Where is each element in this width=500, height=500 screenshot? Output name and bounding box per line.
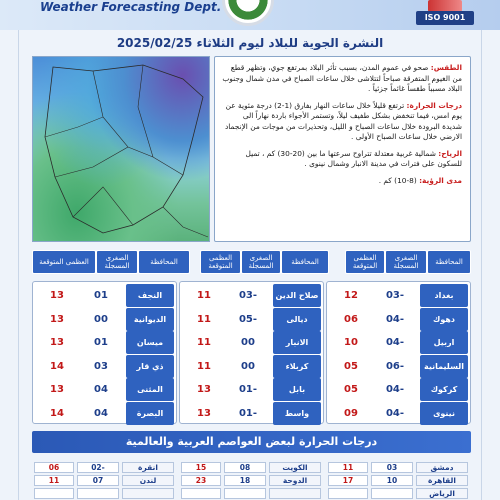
governorate-name-cell: كركوك [420,378,468,401]
max-temp-cell: 13 [197,407,211,419]
header-governorate-right: المحافظة [427,250,471,274]
capital-min-cell: 03 [371,462,413,473]
max-temp-cell: 10 [344,337,358,348]
visibility-paragraph [221,176,462,187]
min-temp-cell: 00 [94,313,108,325]
min-temp-cell: 01 [94,290,108,301]
min-temp-cell: 04- [385,313,405,325]
governorate-name-cell: النجف [126,284,174,307]
governorate-name-cell: المثنى [126,378,174,401]
max-temp-cell: 06 [344,313,358,325]
header-max-right: العظمى المتوقعة [345,250,385,274]
visibility-text: (8-10) كم . [378,175,417,185]
emblem-logo [222,0,274,26]
capital-name-cell [269,488,321,499]
capital-name-cell: الدوحة [269,475,321,486]
min-temp-cell: 03- [238,290,258,301]
visibility-label: مدى الرؤية: [419,175,462,185]
capital-min-cell: 02- [77,462,119,473]
header-governorate-middle: المحافظة [281,250,329,274]
governorate-name-cell: ميسان [126,331,174,354]
governorate-name-cell: اربيل [420,331,468,354]
min-temp-cell: 01- [238,384,258,395]
header-max-middle: العظمى المتوقعة [200,250,241,274]
governorate-name-cell: الديوانية [126,308,174,331]
capital-name-cell: القاهرة [416,475,468,486]
bulletin-title: النشرة الجوية للبلاد ليوم الثلاثاء 2025/02/25 [116,36,384,50]
max-temp-cell: 05 [344,360,358,372]
weather-paragraph [221,63,462,95]
capital-max-cell: 15 [181,462,221,473]
governorate-name-cell: صلاح الدين [273,284,321,307]
min-temp-cell: 06- [385,360,405,372]
capital-min-cell [224,488,266,499]
max-temp-cell: 09 [344,407,358,419]
max-temp-cell: 13 [50,384,64,395]
capital-name-cell: لندن [122,475,174,486]
forecast-text-box [214,56,471,242]
capital-min-cell: 18 [224,475,266,486]
max-temp-cell: 14 [50,360,64,372]
max-temp-cell: 13 [50,337,64,348]
temperature-text: ترتفع قليلاً خلال ساعات النهار بفارق (1-2) درجة مئوية عن يوم امس، فيما تنخفض بشكل طفيف ليلاً، وتستمر الأجواء باردة نهاراً الى شديدة البرودة خلال ساعات الصباح و الليل، وتحذيرات من موجات من الإنجماد الارضي خلال ساعات الصباح الأولى . [224,100,462,141]
governorate-table-left [32,281,177,424]
max-temp-cell: 11 [197,290,211,301]
capital-min-cell: 08 [224,462,266,473]
min-temp-cell: 00 [241,360,255,372]
governorate-name-cell: ذي قار [126,355,174,378]
capital-name-cell: الكويت [269,462,321,473]
governorate-name-cell: واسط [273,402,321,425]
min-temp-cell: 05- [238,313,258,325]
capital-max-cell: 23 [181,475,221,486]
department-name: Weather Forecasting Dept. [40,0,222,14]
satellite-map [32,56,210,242]
capitals-table-middle [179,460,324,500]
borders-overlay [33,57,210,242]
max-temp-cell: 13 [197,384,211,395]
capital-min-cell [371,488,413,499]
capital-name-cell: انقرة [122,462,174,473]
governorate-name-cell: ديالى [273,308,321,331]
temperature-paragraph [221,101,462,143]
max-temp-cell: 13 [50,290,64,301]
org-logo [410,0,474,26]
min-temp-cell: 04- [385,337,405,348]
wind-label: الرياح: [438,148,462,158]
wind-paragraph [221,149,462,170]
max-temp-cell: 13 [50,313,64,325]
max-temp-cell: 05 [344,384,358,395]
min-temp-cell: 03 [94,360,108,372]
weather-label: الطقس: [430,63,462,72]
capitals-title: درجات الحرارة لبعض العواصم العربية والعالمية [32,431,471,453]
max-temp-cell: 11 [197,337,211,348]
max-temp-cell: 14 [50,407,64,419]
capital-max-cell: 11 [328,462,368,473]
max-temp-cell: 11 [197,313,211,325]
governorate-table-middle [179,281,324,424]
header-bar [0,0,500,30]
header-min-right: الصغرى المسجلة [385,250,427,274]
capital-min-cell [77,488,119,499]
capital-name-cell: الرياض [416,488,468,499]
min-temp-cell: 04 [94,384,108,395]
min-temp-cell: 04 [94,407,108,419]
min-temp-cell: 00 [241,337,255,348]
header-max-left: العظمى المتوقعة [32,250,96,274]
governorate-name-cell: دهوك [420,308,468,331]
header-governorate-left: المحافظة [138,250,190,274]
capitals-table-right [326,460,471,500]
governorate-name-cell: بغداد [420,284,468,307]
min-temp-cell: 01 [94,337,108,348]
capital-min-cell: 10 [371,475,413,486]
capital-max-cell: 06 [34,462,74,473]
governorate-name-cell: الانبار [273,331,321,354]
min-temp-cell: 04- [385,384,405,395]
governorate-name-cell: بابل [273,378,321,401]
capital-min-cell: 07 [77,475,119,486]
wind-text: شمالية غربية معتدلة تتراوح سرعتها ما بين (20-30) كم ، تميل للسكون على فترات في مدينة الانبار وشمال نينوى . [245,148,462,168]
header-min-left: الصغرى المسجلة [96,250,138,274]
governorate-name-cell: البصرة [126,402,174,425]
capital-name-cell [122,488,174,499]
weather-text: صحو في عموم المدن، بسبب تأثر البلاد بمرتفع جوي، وتظهر قطع من الغيوم المتفرقة صباحاً لتتلاشى خلال ساعات الصباح في مدن شمال وجنوب البلاد مسبباً طقساً غائماً جزئياً . [222,63,462,93]
governorate-name-cell: كربلاء [273,355,321,378]
governorate-name-cell: السليمانية [420,355,468,378]
header-min-middle: الصغرى المسجلة [241,250,281,274]
capital-name-cell: دمشق [416,462,468,473]
governorate-name-cell: نينوى [420,402,468,425]
capital-max-cell [181,488,221,499]
max-temp-cell: 12 [344,290,358,301]
max-temp-cell: 11 [197,360,211,372]
governorate-table-right [326,281,471,424]
temperature-label: درجات الحرارة: [406,100,462,110]
min-temp-cell: 04- [385,407,405,419]
capital-max-cell: 17 [328,475,368,486]
capital-max-cell [34,488,74,499]
capitals-table-left [32,460,177,500]
min-temp-cell: 01- [238,407,258,419]
capital-max-cell [328,488,368,499]
iso-badge: ISO 9001 [416,11,474,25]
capital-max-cell: 11 [34,475,74,486]
min-temp-cell: 03- [385,290,405,301]
